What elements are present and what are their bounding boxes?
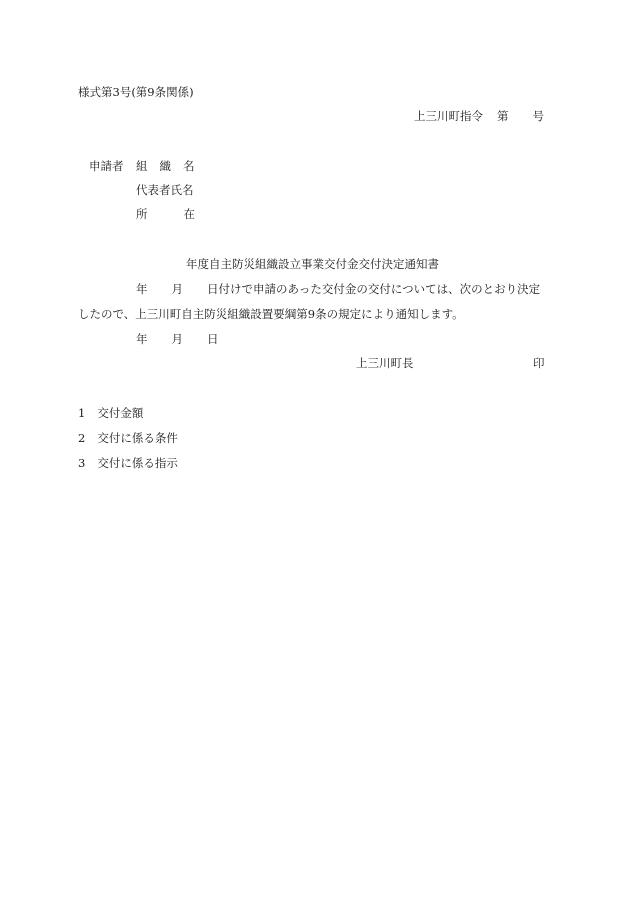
item-number: 1	[78, 406, 86, 420]
date-day: 日	[207, 332, 219, 346]
item-label: 交付に係る条件	[97, 431, 178, 445]
item-number: 3	[78, 456, 86, 470]
list-item	[78, 458, 178, 470]
org-label-char-3: 名	[183, 159, 195, 173]
item-label: 交付金額	[97, 406, 144, 420]
representative-label: 代表者氏名	[136, 183, 194, 197]
list-item	[78, 408, 143, 420]
body-line-1-text: 日付けで申請のあった交付金の交付については、次のとおり決定	[207, 282, 541, 296]
command-prefix: 上三川町指令	[414, 109, 483, 123]
document-title: 年度自主防災組織設立事業交付金交付決定通知書	[186, 257, 439, 271]
body-line-1	[136, 284, 540, 296]
list-item	[78, 433, 178, 445]
signer-name: 上三川町長	[356, 356, 414, 370]
command-dai: 第	[497, 109, 509, 123]
body-line-2: したので、上三川町自主防災組織設置要綱第9条の規定により通知します。	[78, 307, 464, 321]
notice-date	[136, 334, 219, 346]
address-label	[136, 209, 195, 221]
body-year: 年	[136, 282, 148, 296]
command-go: 号	[532, 109, 544, 123]
seal-mark: 印	[533, 356, 545, 370]
org-label-char-2: 織	[159, 159, 171, 173]
item-label: 交付に係る指示	[97, 456, 178, 470]
org-label-char-1: 組	[136, 159, 148, 173]
command-number	[414, 111, 544, 123]
body-month: 月	[171, 282, 183, 296]
date-year: 年	[136, 332, 148, 346]
address-label-char-1: 所	[136, 207, 148, 221]
address-label-char-2: 在	[183, 207, 195, 221]
org-name-label	[136, 161, 195, 173]
date-month: 月	[171, 332, 183, 346]
item-number: 2	[78, 431, 86, 445]
applicant-title: 申請者	[89, 159, 124, 173]
form-label: 様式第3号(第9条関係)	[78, 85, 194, 99]
